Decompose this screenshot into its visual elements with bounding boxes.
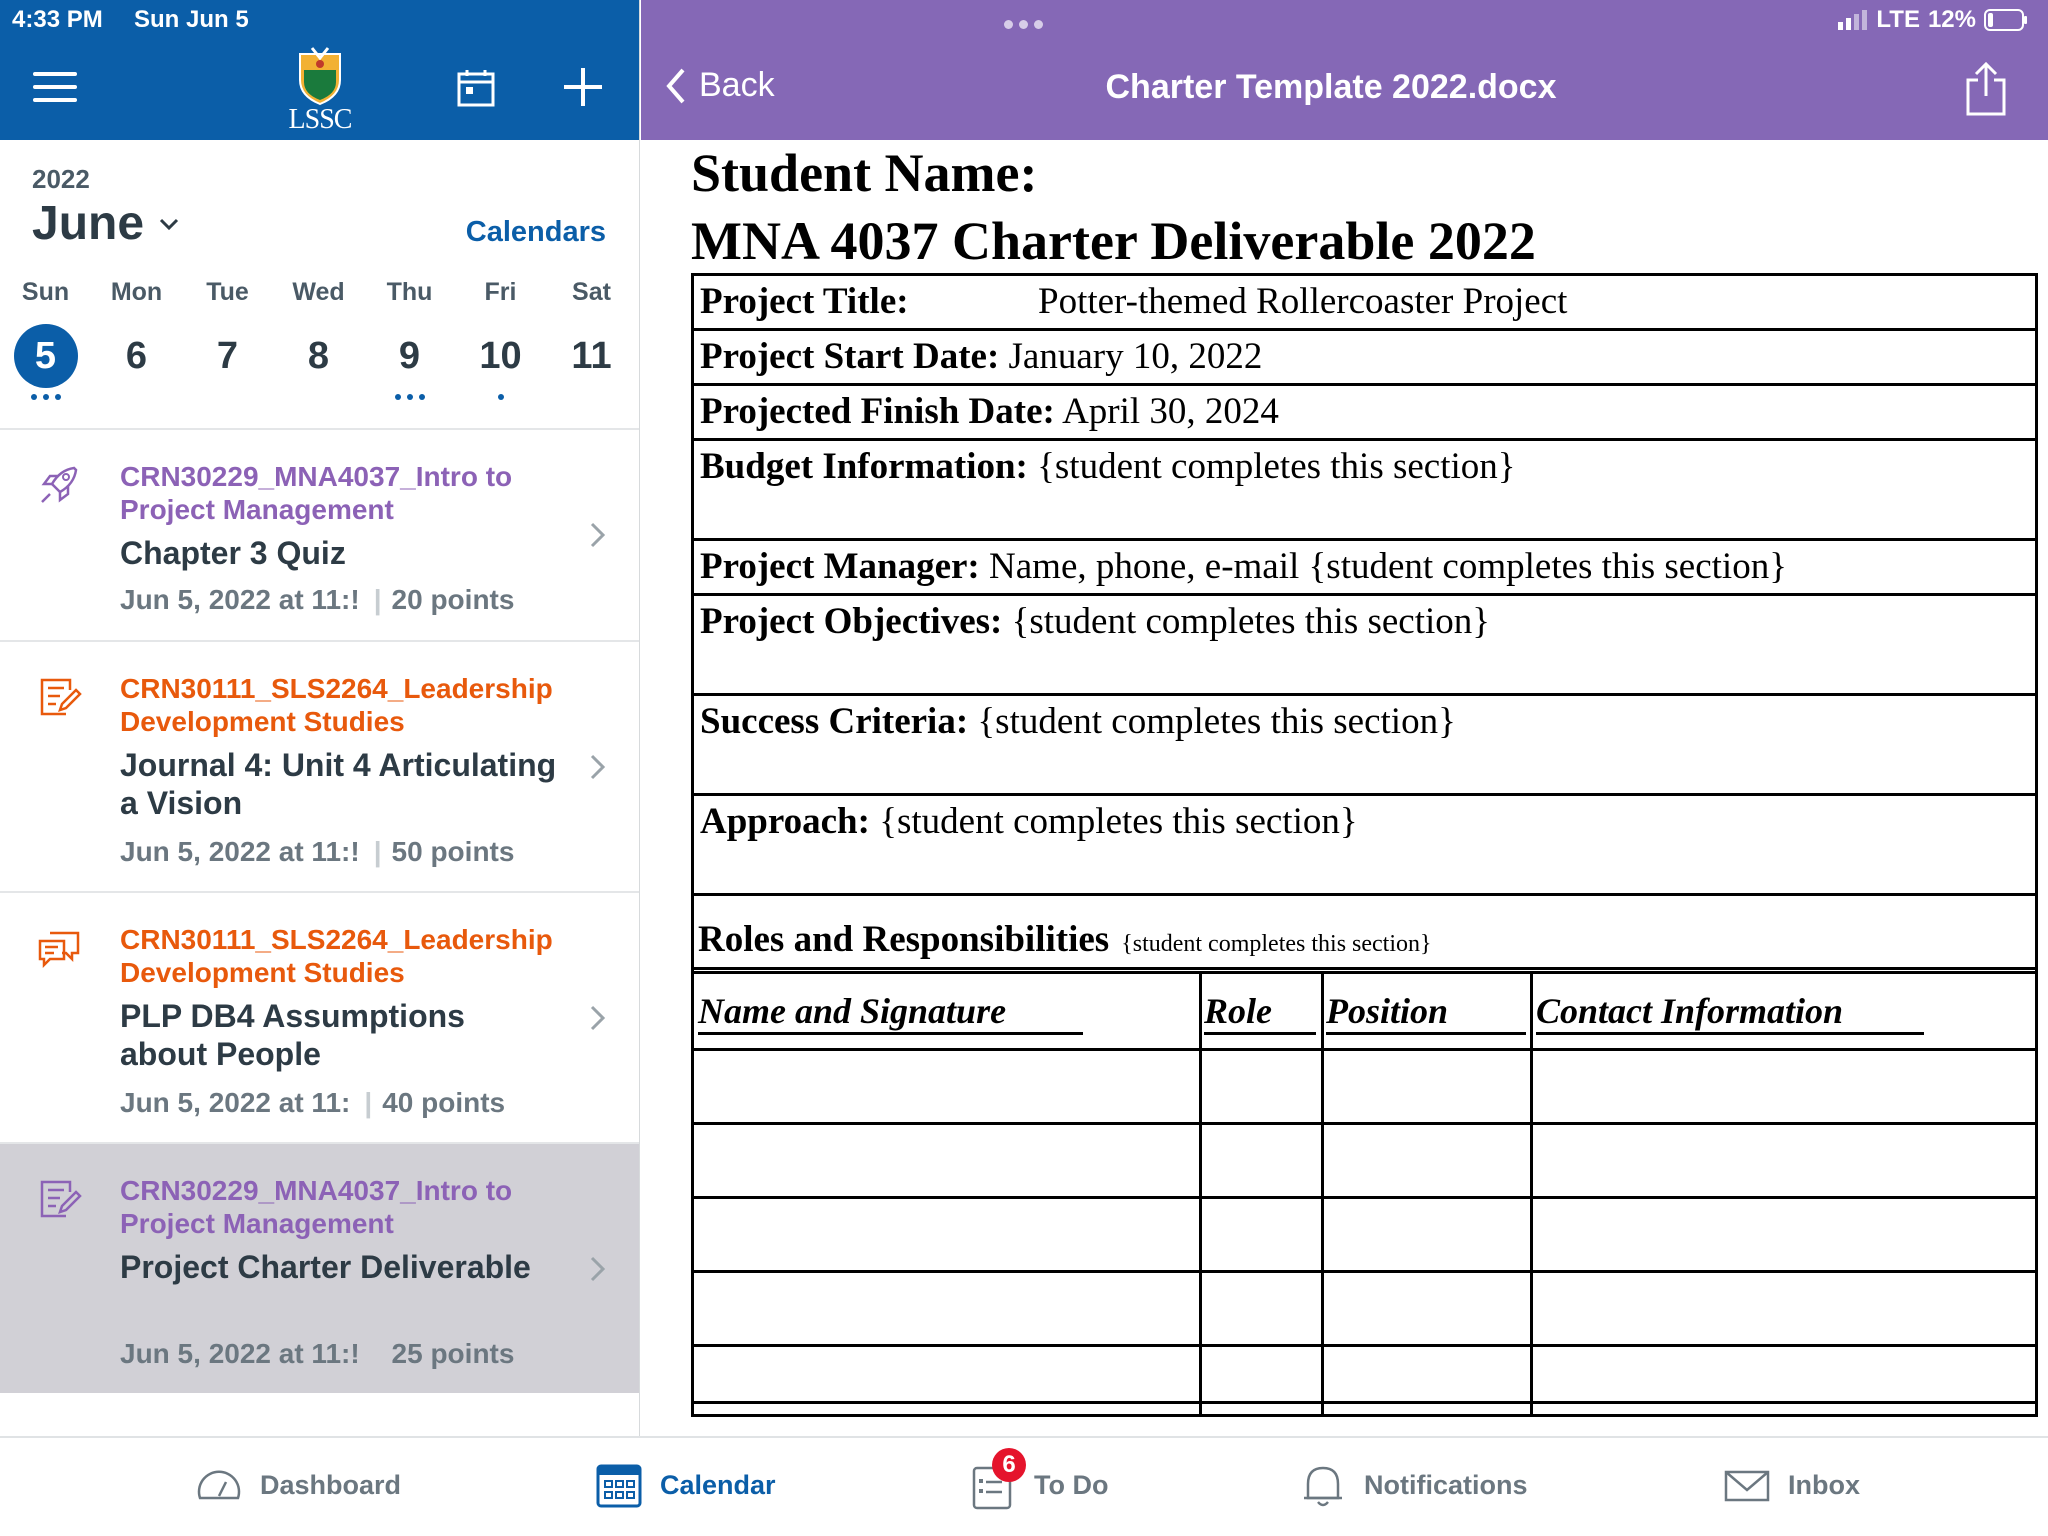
dashboard-icon bbox=[194, 1460, 244, 1510]
share-icon[interactable] bbox=[1964, 60, 2008, 116]
row-label: Budget Information: bbox=[700, 446, 1028, 487]
due-date: Jun 5, 2022 at 11: bbox=[120, 1087, 351, 1118]
year-label: 2022 bbox=[32, 164, 90, 194]
due-date: Jun 5, 2022 at 11:! bbox=[120, 836, 360, 867]
day-name: Mon bbox=[110, 278, 163, 306]
row-objectives bbox=[694, 596, 2035, 696]
chevron-right-icon bbox=[588, 520, 608, 550]
multitasking-handle[interactable] bbox=[1001, 20, 1061, 29]
row-value: {student completes this section} bbox=[879, 801, 1358, 842]
points: 20 points bbox=[391, 584, 515, 615]
tab-label: Dashboard bbox=[260, 1469, 402, 1500]
due-date: Jun 5, 2022 at 11:! bbox=[120, 584, 360, 615]
calendar-picker-icon[interactable] bbox=[456, 68, 496, 108]
assignment-title: PLP DB4 Assumptions about People bbox=[120, 998, 465, 1072]
tab-label: Notifications bbox=[1364, 1469, 1528, 1500]
row-value: Name, phone, e-mail {student completes this section} bbox=[989, 546, 1787, 587]
row-project-title bbox=[694, 276, 2035, 331]
event-list bbox=[0, 428, 640, 1393]
due-meta: Jun 5, 2022 at 11:! | 20 points bbox=[120, 584, 515, 615]
left-header bbox=[0, 0, 640, 140]
tab-label: Inbox bbox=[1788, 1469, 1860, 1500]
day-mon[interactable] bbox=[91, 272, 182, 410]
status-date: Sun Jun 5 bbox=[134, 6, 249, 33]
due-date: Jun 5, 2022 at 11:! bbox=[120, 1338, 360, 1369]
list-item[interactable] bbox=[0, 891, 640, 1142]
battery-icon bbox=[1984, 9, 2028, 31]
due-meta: Jun 5, 2022 at 11:! | 25 points bbox=[120, 1338, 515, 1369]
chevron-left-icon bbox=[665, 67, 687, 105]
day-name: Fri bbox=[484, 278, 517, 306]
tab-todo[interactable] bbox=[968, 1451, 1109, 1510]
day-fri[interactable] bbox=[455, 272, 546, 410]
course-name: CRN30111_SLS2264_Leadership Development Studies bbox=[120, 924, 553, 988]
points: 50 points bbox=[391, 836, 515, 867]
course-name: CRN30229_MNA4037_Intro to Project Management bbox=[120, 461, 513, 525]
tab-label: To Do bbox=[1034, 1469, 1109, 1500]
due-meta: Jun 5, 2022 at 11:! | 50 points bbox=[120, 836, 515, 867]
day-name: Thu bbox=[386, 278, 433, 306]
list-item[interactable] bbox=[0, 428, 640, 640]
doc-heading-student: Student Name: bbox=[691, 143, 1038, 203]
assignment-icon bbox=[36, 1176, 82, 1222]
day-sat[interactable] bbox=[546, 272, 637, 410]
lssc-logo bbox=[280, 44, 360, 140]
todo-badge: 6 bbox=[992, 1448, 1026, 1482]
chevron-right-icon bbox=[588, 752, 608, 782]
day-thu[interactable] bbox=[364, 272, 455, 410]
day-number[interactable]: 6 bbox=[125, 335, 148, 377]
roles-note: {student completes this section} bbox=[1121, 931, 1432, 957]
status-time: 4:33 PM bbox=[12, 6, 103, 33]
assignment-title: Chapter 3 Quiz bbox=[120, 535, 346, 571]
roles-heading bbox=[694, 896, 2035, 974]
crest-icon bbox=[290, 44, 350, 110]
row-label: Success Criteria: bbox=[700, 701, 969, 742]
row-label: Project Objectives: bbox=[700, 601, 1003, 642]
row-success bbox=[694, 696, 2035, 796]
week-strip bbox=[0, 272, 640, 422]
row-value: {student completes this section} bbox=[1011, 601, 1491, 642]
day-name: Sun bbox=[21, 278, 70, 306]
row-approach bbox=[694, 796, 2035, 896]
document-header bbox=[641, 0, 2048, 140]
month-picker[interactable] bbox=[32, 196, 180, 251]
row-label: Project Start Date: bbox=[700, 336, 1000, 377]
event-dots bbox=[455, 394, 546, 410]
tab-calendar[interactable] bbox=[594, 1460, 776, 1510]
row-manager bbox=[694, 541, 2035, 596]
assignment-title: Journal 4: Unit 4 Articulating a Vision bbox=[120, 747, 557, 821]
roles-label: Roles and Responsibilities bbox=[698, 919, 1110, 960]
day-number[interactable]: 8 bbox=[307, 335, 330, 377]
day-number[interactable]: 11 bbox=[571, 335, 612, 377]
row-budget bbox=[694, 441, 2035, 541]
day-sun[interactable] bbox=[0, 272, 91, 410]
day-number[interactable]: 5 bbox=[14, 324, 78, 388]
due-meta: Jun 5, 2022 at 11: | 40 points bbox=[120, 1087, 506, 1118]
row-label: Approach: bbox=[700, 801, 870, 842]
col-role: Role bbox=[1204, 990, 1316, 1035]
event-dots bbox=[364, 394, 455, 410]
chevron-down-icon bbox=[158, 217, 180, 231]
day-number[interactable]: 9 bbox=[398, 335, 421, 377]
day-name: Tue bbox=[206, 278, 249, 306]
signal-icon bbox=[1838, 10, 1868, 30]
tab-notifications[interactable] bbox=[1298, 1460, 1528, 1510]
points: 40 points bbox=[382, 1087, 506, 1118]
network-type: LTE bbox=[1876, 6, 1920, 33]
back-label: Back bbox=[699, 66, 775, 104]
calendar-icon bbox=[594, 1460, 644, 1510]
status-indicators bbox=[1838, 6, 2028, 34]
assignment-title: Project Charter Deliverable bbox=[120, 1249, 531, 1285]
assignment-icon bbox=[36, 674, 82, 720]
list-item-selected[interactable] bbox=[0, 1142, 640, 1393]
chevron-right-icon bbox=[588, 1003, 608, 1033]
row-label: Project Title: bbox=[700, 281, 909, 322]
day-wed[interactable] bbox=[273, 272, 364, 410]
row-label: Project Manager: bbox=[700, 546, 980, 587]
tab-inbox[interactable] bbox=[1722, 1460, 1860, 1510]
row-finish-date bbox=[694, 386, 2035, 441]
discussion-icon bbox=[36, 925, 82, 971]
back-button[interactable] bbox=[665, 66, 775, 105]
row-start-date bbox=[694, 331, 2035, 386]
row-value: {student completes this section} bbox=[1037, 446, 1516, 487]
col-position: Position bbox=[1326, 990, 1526, 1035]
col-name-signature: Name and Signature bbox=[698, 990, 1083, 1035]
tab-dashboard[interactable] bbox=[194, 1460, 401, 1510]
course-name: CRN30111_SLS2264_Leadership Development Studies bbox=[120, 673, 553, 737]
roles-grid bbox=[694, 974, 2035, 1414]
day-number[interactable]: 7 bbox=[216, 335, 239, 377]
row-label: Projected Finish Date: bbox=[700, 391, 1055, 432]
logo-text: LSSC bbox=[288, 104, 352, 135]
calendars-link[interactable]: Calendars bbox=[465, 216, 606, 248]
add-icon[interactable] bbox=[560, 64, 606, 110]
day-name: Wed bbox=[292, 278, 345, 306]
chevron-right-icon bbox=[588, 1254, 608, 1284]
tab-label: Calendar bbox=[660, 1469, 776, 1500]
document-viewer bbox=[641, 0, 2048, 1436]
charter-table bbox=[691, 273, 2038, 1417]
col-contact: Contact Information bbox=[1536, 990, 1924, 1035]
row-value: Potter-themed Rollercoaster Project bbox=[1038, 281, 1568, 322]
month-label: June bbox=[32, 197, 145, 250]
day-number[interactable]: 10 bbox=[479, 335, 522, 377]
row-value: April 30, 2024 bbox=[1062, 391, 1279, 432]
day-tue[interactable] bbox=[182, 272, 273, 410]
course-name: CRN30229_MNA4037_Intro to Project Management bbox=[120, 1175, 513, 1239]
list-item[interactable] bbox=[0, 640, 640, 891]
hamburger-menu-icon[interactable] bbox=[33, 72, 77, 106]
document-title: Charter Template 2022.docx bbox=[1105, 68, 1557, 106]
tab-bar bbox=[0, 1436, 2048, 1536]
bell-icon bbox=[1298, 1460, 1348, 1510]
rocket-icon bbox=[36, 462, 82, 508]
mail-icon bbox=[1722, 1460, 1772, 1510]
calendar-pane bbox=[0, 0, 640, 1436]
row-value: {student completes this section} bbox=[977, 701, 1456, 742]
row-value: January 10, 2022 bbox=[1008, 336, 1263, 377]
points: 25 points bbox=[391, 1338, 515, 1369]
day-name: Sat bbox=[572, 278, 611, 306]
event-dots bbox=[0, 394, 91, 410]
doc-heading-course: MNA 4037 Charter Deliverable 2022 bbox=[691, 211, 1536, 271]
battery-percent: 12% bbox=[1927, 6, 1976, 33]
